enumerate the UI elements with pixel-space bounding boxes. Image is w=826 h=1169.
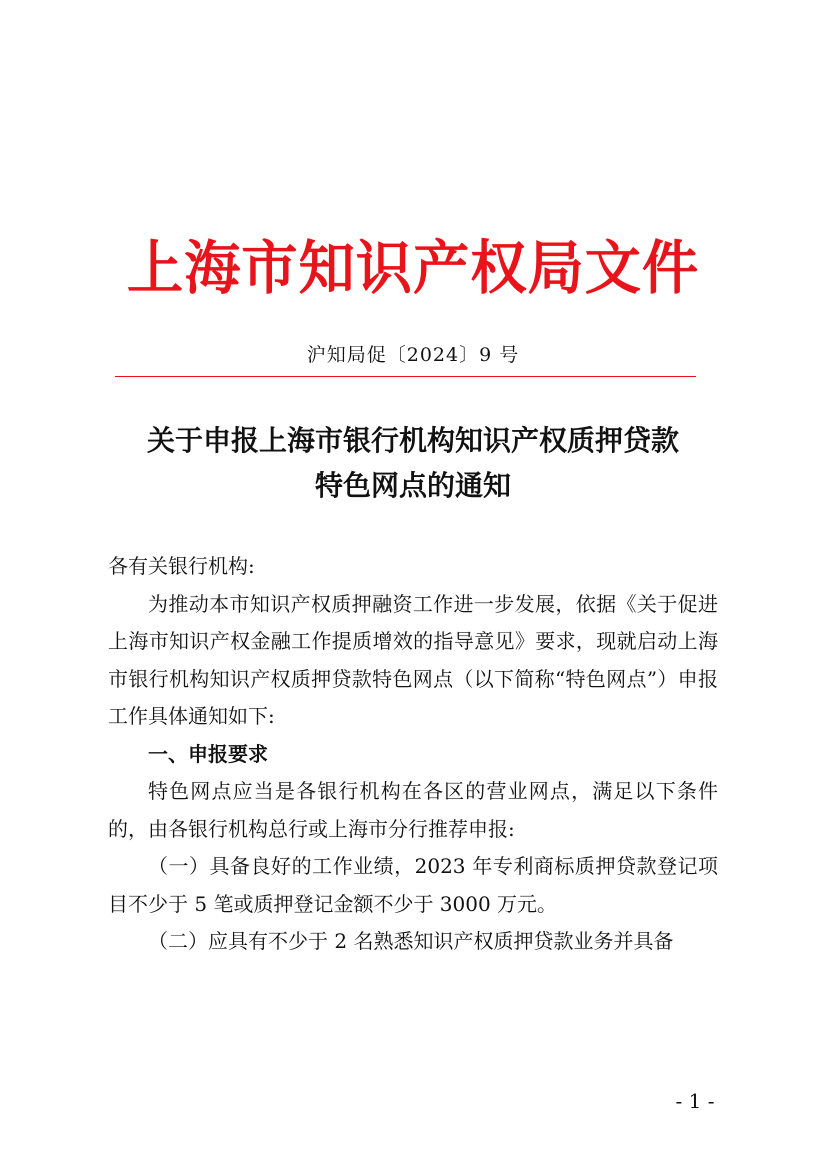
intro-paragraph: 为推动本市知识产权质押融资工作进一步发展，依据《关于促进上海市知识产权金融工作提质增效的指导意见》要求，现就启动上海市银行机构知识产权质押贷款特色网点（以下简称“特色网点”）申报工作具体通知如下: bbox=[108, 591, 718, 728]
notice-title-line-2: 特色网点的通知 bbox=[314, 469, 511, 502]
requirement-item-2: （二）应具有不少于 2 名熟悉知识产权质押贷款业务并具备 bbox=[148, 929, 674, 953]
document-body bbox=[108, 548, 718, 961]
page-number: - 1 - bbox=[675, 1089, 715, 1113]
red-divider-line bbox=[115, 376, 696, 377]
section-heading-1: 一、申报要求 bbox=[148, 741, 268, 766]
document-number: 沪知局促〔2024〕9 号 bbox=[306, 344, 520, 366]
notice-title-line-1: 关于申报上海市银行机构知识产权质押贷款 bbox=[146, 424, 679, 457]
salutation: 各有关银行机构: bbox=[108, 554, 255, 578]
section-1-paragraph: 特色网点应当是各银行机构在各区的营业网点，满足以下条件的，由各银行机构总行或上海市分行推荐申报: bbox=[108, 779, 718, 841]
document-header-title: 上海市知识产权局文件 bbox=[126, 234, 700, 302]
requirement-item-1: （一）具备良好的工作业绩，2023 年专利商标质押贷款登记项目不少于 5 笔或质押登记金额不少于 3000 万元。 bbox=[108, 854, 718, 916]
notice-title bbox=[0, 418, 826, 508]
